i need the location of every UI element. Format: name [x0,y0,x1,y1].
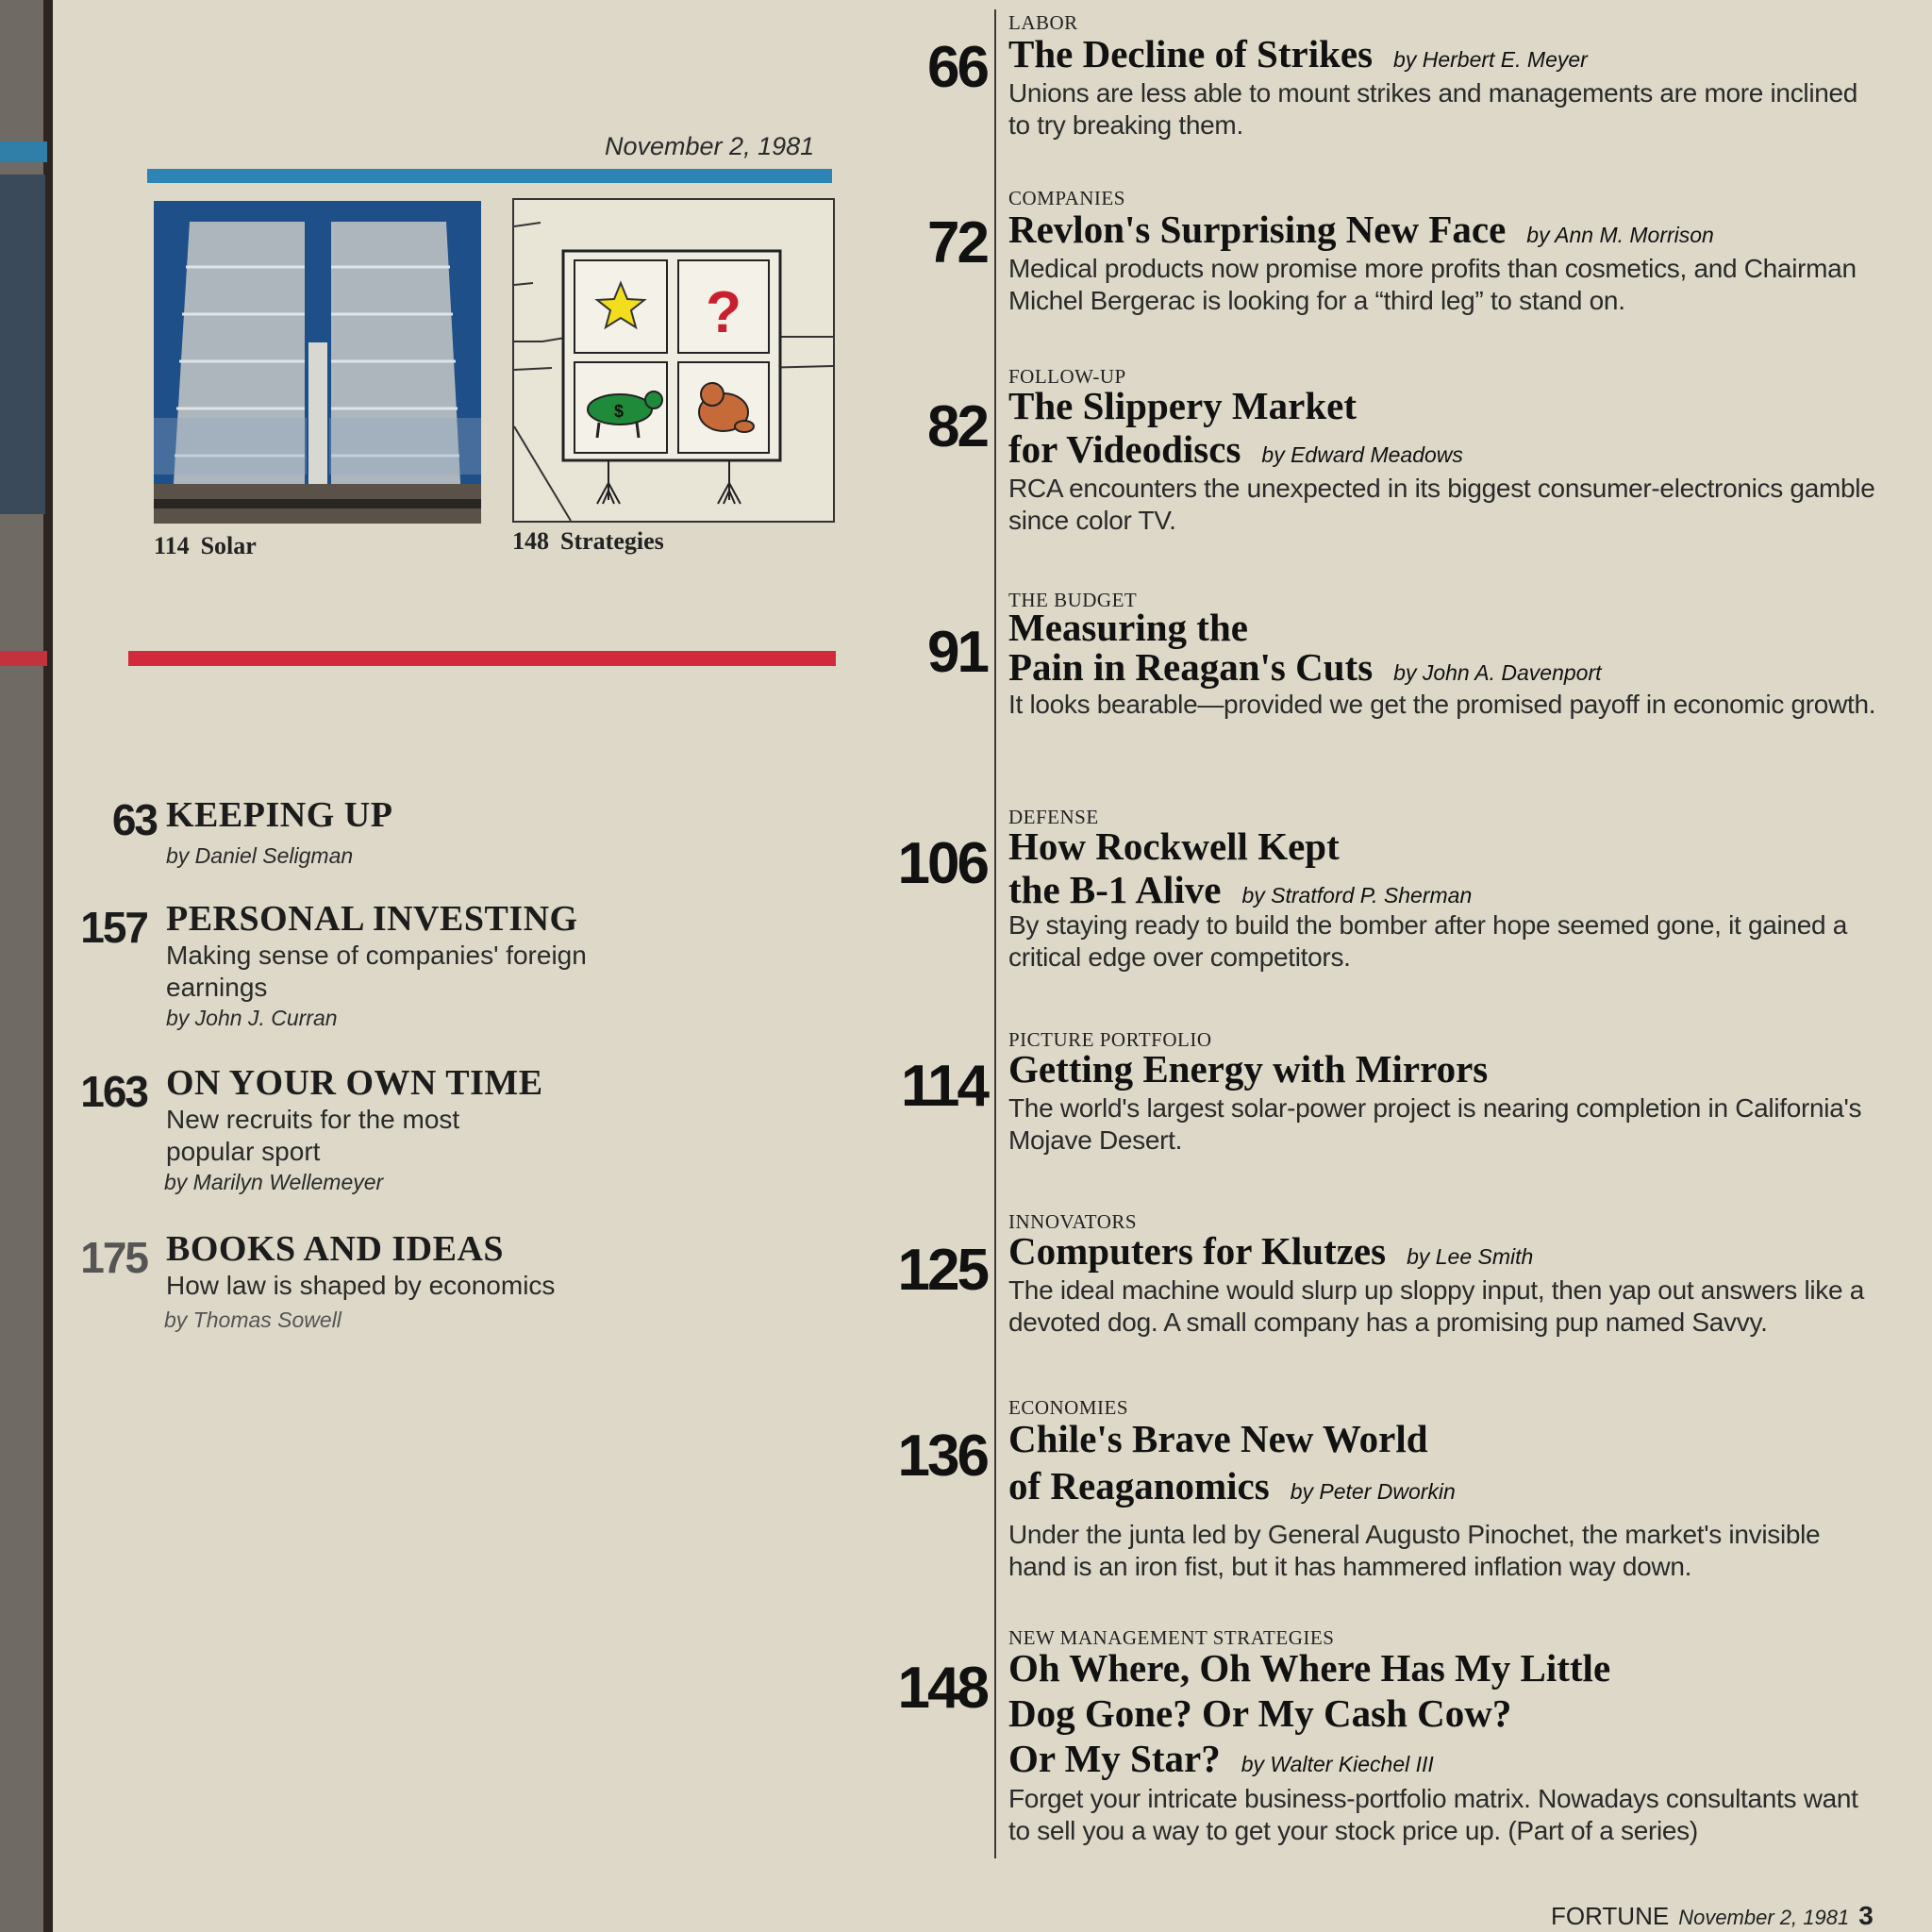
article-page-number: 148 [897,1656,987,1721]
department-page-number: 63 [111,795,157,844]
department-deck: How law is shaped by economics [166,1271,556,1300]
svg-text:$: $ [614,402,625,421]
folio-date: November 2, 1981 [1678,1906,1850,1929]
article-page-number: 125 [897,1238,987,1303]
folio-page-number: 3 [1858,1901,1874,1930]
article-headline: How Rockwell Kept the B-1 Alive by Stratford P. Sherman [1008,824,1473,911]
article-kicker: PICTURE PORTFOLIO [1008,1028,1212,1051]
magazine-name: FORTUNE [1551,1902,1670,1930]
article-page-number: 66 [927,35,987,100]
page-folio [1551,1901,1874,1931]
department-title: KEEPING UP [166,795,393,835]
article-byline: by Stratford P. Sherman [1241,883,1473,908]
article-headline: Getting Energy with Mirrors [1008,1047,1489,1091]
article-headline: Oh Where, Oh Where Has My Little Dog Gone? Or My Cash Cow? Or My Star? by Walter Kiechel III [1008,1646,1611,1780]
strategies-illustration [512,198,835,523]
solar-mirror-illustration [154,201,481,524]
article-deck: Medical products now promise more profits than cosmetics, and Chairman Michel Bergerac is looking for a “third leg” to stand on. [1008,254,1857,315]
facing-page-blue-rule [0,142,47,162]
article-byline: by Lee Smith [1407,1244,1534,1269]
department-deck: New recruits for the most popular sport [166,1105,460,1166]
article-byline: by Edward Meadows [1261,442,1463,467]
growth-share-matrix-drawing [514,200,833,521]
article-page-number: 114 [900,1054,987,1119]
article-headline: The Decline of Strikes by Herbert E. Meyer [1008,32,1588,75]
article-byline: by Walter Kiechel III [1241,1752,1434,1776]
article-page-number: 106 [897,831,987,896]
article-deck: Forget your intricate business-portfolio matrix. Nowadays consultants want to sell you a way to get your stock price up. (Part of a series) [1008,1784,1858,1845]
article-headline: Measuring the Pain in Reagan's Cuts by John A. Davenport [1008,606,1602,689]
department-deck: Making sense of companies' foreign earnings [166,941,587,1002]
department-page-number: 157 [80,903,147,952]
article-headline: The Slippery Market for Videodiscs by Edward Meadows [1008,384,1463,471]
red-rule [128,651,836,666]
article-kicker: NEW MANAGEMENT STRATEGIES [1008,1626,1335,1649]
article-kicker: INNOVATORS [1008,1210,1138,1233]
department-byline: by Thomas Sowell [164,1307,341,1332]
department-byline: by Marilyn Wellemeyer [164,1170,384,1194]
column-divider [994,9,996,1858]
article-deck: The world's largest solar-power project is nearing completion in California's Mojave Desert. [1008,1093,1862,1155]
article-page-number: 91 [927,620,987,685]
article-byline: by Herbert E. Meyer [1393,47,1588,72]
article-kicker: ECONOMIES [1008,1396,1129,1419]
article-page-number: 72 [927,210,987,275]
department-title: BOOKS AND IDEAS [166,1229,505,1269]
article-page-number: 82 [927,394,987,459]
article-deck: The ideal machine would slurp up sloppy input, then yap out answers like a devoted dog. A small company has a promising pup named Savvy. [1008,1275,1865,1337]
article-byline: by Peter Dworkin [1290,1479,1456,1504]
article-deck: Under the junta led by General Augusto Pinochet, the market's invisible hand is an iron fist, but it has hammered inflation way down. [1008,1520,1821,1581]
department-page-number: 175 [80,1233,147,1282]
department-byline: by Daniel Seligman [166,843,354,868]
department-byline: by John J. Curran [166,1006,338,1030]
department-page-number: 163 [80,1067,147,1116]
article-page-number: 136 [897,1424,987,1489]
article-deck: Unions are less able to mount strikes and managements are more inclined to try breaking them. [1008,78,1858,140]
solar-photo [154,201,481,524]
article-kicker: DEFENSE [1008,806,1099,828]
question-mark-icon: ? [706,280,741,345]
photo-caption-strategies: 148 Strategies [512,527,664,555]
article-deck: It looks bearable—provided we get the promised payoff in economic growth. [1008,690,1876,719]
department-title: PERSONAL INVESTING [166,899,578,939]
article-headline: Revlon's Surprising New Face by Ann M. Morrison [1008,208,1714,251]
article-deck: RCA encounters the unexpected in its biggest consumer-electronics gamble since color TV. [1008,474,1875,535]
department-title: ON YOUR OWN TIME [166,1063,543,1103]
photo-caption-solar: 114 Solar [154,532,257,559]
article-deck: By staying ready to build the bomber after hope seemed gone, it gained a critical edge over competitors. [1008,910,1847,972]
facing-page-photo-edge [0,175,45,514]
article-byline: by John A. Davenport [1393,660,1602,685]
article-kicker: COMPANIES [1008,187,1125,209]
issue-date: November 2, 1981 [605,132,815,160]
blue-rule [147,169,832,183]
contents-page [53,0,1932,1932]
article-kicker: THE BUDGET [1008,589,1138,611]
article-kicker: LABOR [1008,11,1078,34]
article-byline: by Ann M. Morrison [1526,223,1714,247]
facing-page-red-rule [0,651,47,666]
article-headline: Chile's Brave New World of Reaganomics by Peter Dworkin [1008,1417,1456,1507]
article-kicker: FOLLOW-UP [1008,365,1126,388]
article-headline: Computers for Klutzes by Lee Smith [1008,1229,1534,1273]
